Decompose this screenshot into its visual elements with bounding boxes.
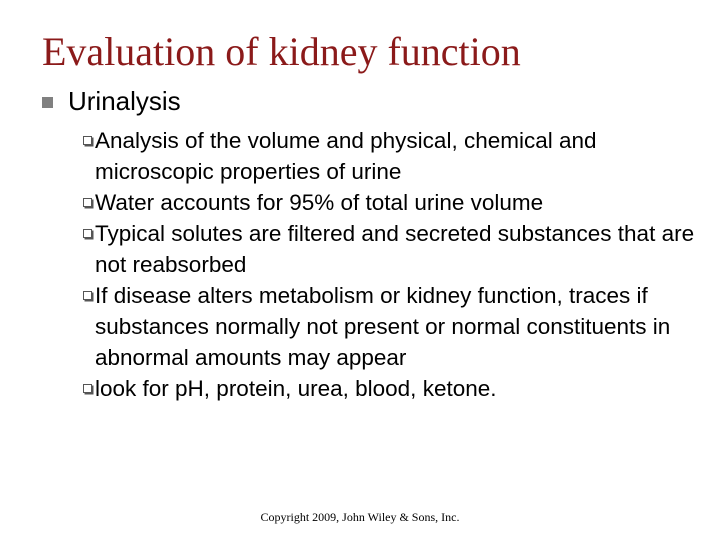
- copyright-footer: Copyright 2009, John Wiley & Sons, Inc.: [260, 510, 460, 524]
- hollow-square-bullet-icon: [83, 384, 92, 393]
- sub-bullet-text: look for pH, protein, urea, blood, ketone.: [95, 376, 497, 401]
- sub-bullet-text: Typical solutes are filtered and secreted substances that are not reabsorbed: [95, 221, 695, 277]
- sub-bullet-text: Water accounts for 95% of total urine volume: [95, 190, 544, 215]
- sub-bullet-list: [83, 125, 703, 404]
- sub-bullet-item: [83, 373, 703, 404]
- filled-square-bullet-icon: [42, 97, 53, 108]
- hollow-square-bullet-icon: [83, 229, 92, 238]
- hollow-square-bullet-icon: [83, 291, 92, 300]
- hollow-square-bullet-icon: [83, 198, 92, 207]
- sub-bullet-item: [83, 218, 703, 280]
- sub-bullet-item: [83, 280, 703, 373]
- hollow-square-bullet-icon: [83, 136, 92, 145]
- slide-title: Evaluation of kidney function: [42, 29, 521, 74]
- sub-bullet-text: Analysis of the volume and physical, chemical and microscopic properties of urine: [95, 128, 597, 184]
- sub-bullet-item: [83, 187, 703, 218]
- bullet-label: Urinalysis: [68, 86, 181, 116]
- sub-bullet-text: If disease alters metabolism or kidney function, traces if substances normally not present or normal constituents in abnormal amounts may appear: [95, 283, 671, 370]
- sub-bullet-item: [83, 125, 703, 187]
